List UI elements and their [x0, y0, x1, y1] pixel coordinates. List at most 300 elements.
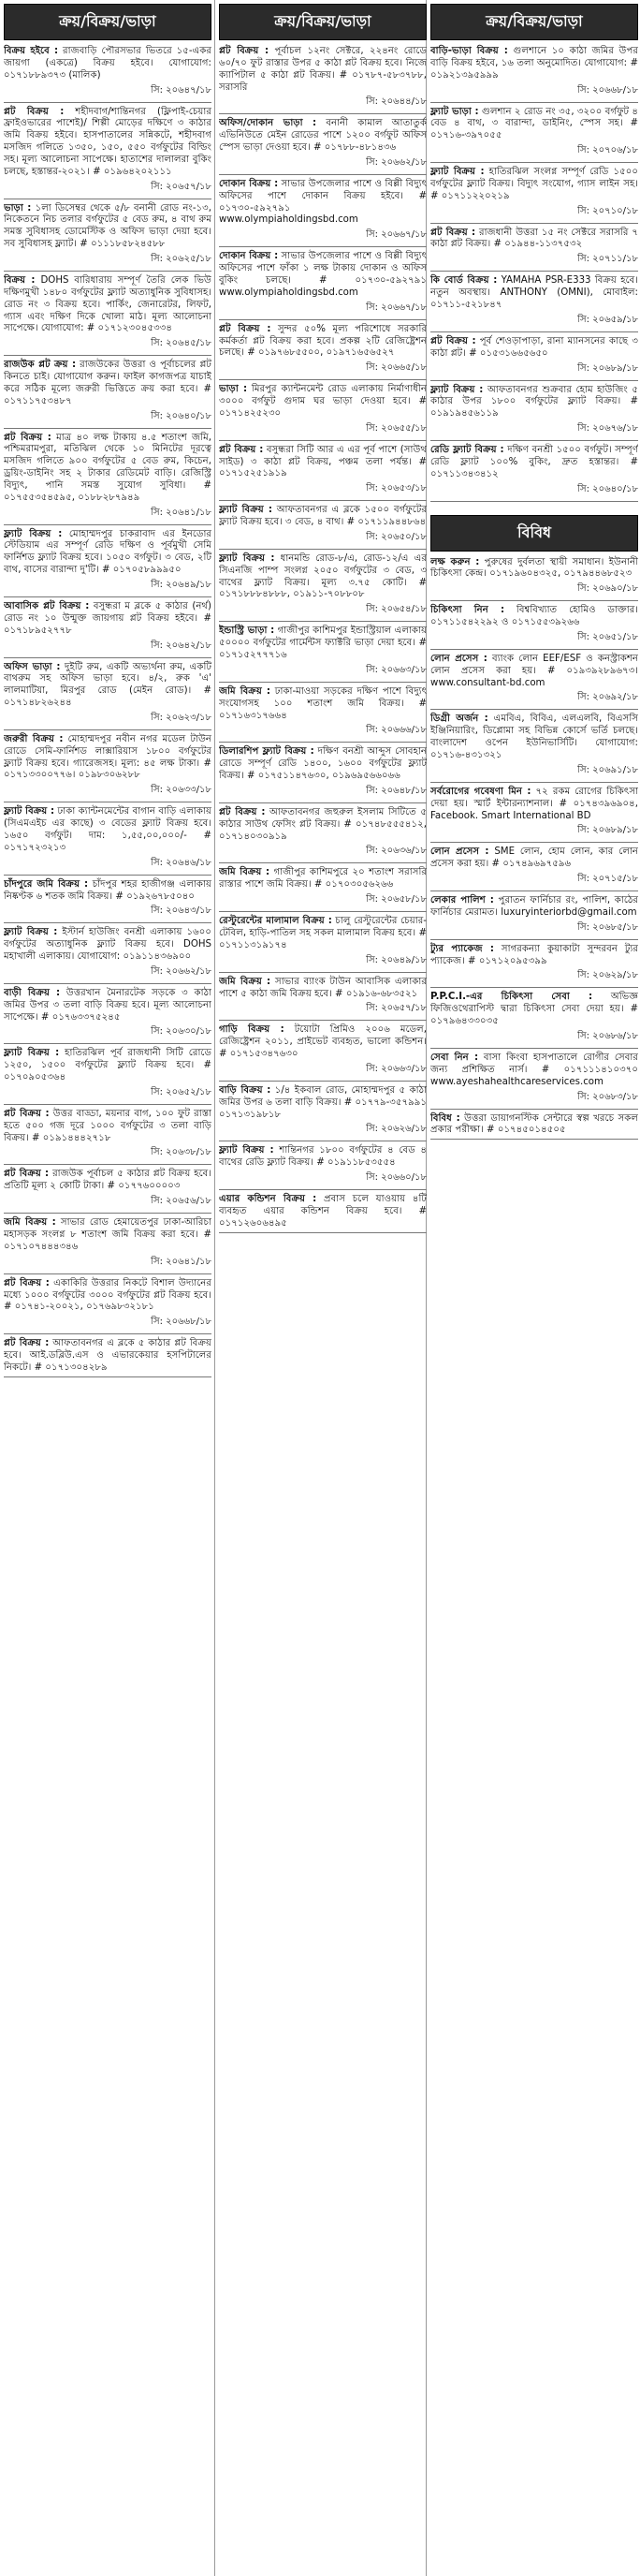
ad-reference-code: সি: ২০৬৮৩/১৮	[577, 1091, 638, 1102]
classified-ad	[219, 686, 427, 723]
ad-body: মোহাম্মদপুর নবীন নগর মডেল টাউন রোডে সেমি-ফার্নিশড লাক্সারিয়াস ১৮০০ বর্গফুটের ফ্ল্যাট বিক্রয় হবে। গ্যারেজসহ। মূল্য: ৪৫ লক্ষ টাকা। # ০১৭১৩৩০০৭৭৬। ০১৯৮৩০৬২৮৮	[4, 733, 211, 781]
ad-separator	[430, 649, 638, 650]
ad-reference-code: সি: ২০৬৫৩/১৮	[366, 483, 427, 494]
ad-title: রেস্টুরেন্টের মালামাল বিক্রয় :	[219, 916, 332, 927]
ad-title: বিক্রয় হইবে :	[4, 46, 59, 56]
ad-reference-code: সি: ২০৬৭৬/১৮	[577, 423, 638, 434]
classified-ad	[219, 867, 427, 891]
ad-separator	[4, 875, 211, 876]
ad-reference-code: সি: ২০৬৬৬/১৮	[366, 725, 427, 736]
ad-body: পূর্ব শেওড়াপাড়া, রানা ম্যানসনের কাছে ৩ কাঠা প্লট। # ০১৫৩১৬৬৫৬৫০	[430, 335, 638, 359]
ad-body: উত্তরা ডায়াগনস্টিক সেন্টারে স্বল্প খরচে সকল প্রকার পরীক্ষা। # ০১৭৪৫০১৪৫০৫	[430, 1112, 638, 1136]
ad-separator	[430, 331, 638, 332]
classified-ad	[219, 445, 427, 481]
ad-title: রাজউক প্লট ক্রয় :	[4, 360, 77, 371]
ad-body: উত্তরখান মৈনারটেক সড়কে ৩ কাঠা জমির উপর ৩ তলা বাড়ি বিক্রয় হবে। মূল্য আলোচনা সাপেক্ষে। # ০১৭৬৩৩৭৫২৪৫	[4, 987, 211, 1023]
ad-title: প্লট বিক্রয় :	[219, 806, 266, 817]
ad-body: ৭২ রকম রোগের চিকিৎসা দেয়া হয়। স্মার্ট ইন্টারন্যাশনাল। # ০১৭৪৩৯৬৯০৪, Facebook. Smart International BD	[430, 786, 638, 821]
classified-ad	[219, 505, 427, 529]
ad-body: রাজউকের উত্তরা ও পূর্বাচলের প্লট কিনতে চাই। যোগাযোগ করুন। ফাইল কাগজপত্র যাচাই করে সঠিক মূল্যে জরুরী ভিত্তিতে ক্রয় করা হবে। # ০১৭১১৭৫৩৪৮৭	[4, 360, 211, 406]
ad-separator	[430, 1109, 638, 1110]
ad-body: উত্তর বাড্ডা, ময়নার বাগ, ১০০ ফুট রাস্তা হতে ৫০০ গজ দূরে ১০০০ বর্গফুটের ৩ তলা বাড়ি বিক্রয়। # ০১৯১৪৪৪২৭১৮	[4, 1108, 211, 1143]
ad-title: ফ্ল্যাট বিক্রয় :	[4, 806, 55, 817]
ad-reference-code: সি: ২০৬৬৮/১৮	[577, 84, 638, 96]
ad-reference-code: সি: ২০৬৩০/১৮	[151, 1026, 211, 1038]
ad-reference-code: সি: ২০৬৪৬/১৮	[151, 857, 211, 868]
classified-ad	[430, 992, 638, 1028]
ad-reference-code: সি: ২০৬৮৯/১৮	[577, 825, 638, 836]
ad-separator	[4, 596, 211, 597]
ad-title: বাড়ী বিক্রয় :	[4, 987, 61, 998]
ad-body: ঢাকা-মাওয়া সড়কের দক্ষিণ পাশে বিদ্যুৎ সংযোগসহ ১০০ শতাংশ জমি বিক্রয়। # ০১৭১৬৩১৭৬৬৪	[219, 685, 427, 721]
classified-ad	[4, 988, 211, 1024]
classified-ad	[4, 734, 211, 782]
ad-separator	[430, 600, 638, 601]
classified-ad	[219, 251, 427, 299]
ad-title: আবাসিক প্লট বিক্রয় :	[4, 601, 90, 611]
ad-body: গাজীপুর কাশিমপুরে ২০ শতাংশ সরাসরি রাস্তার পাশে জমি বিক্রয়। # ০১৭০৩০৫৬২৬৬	[219, 867, 427, 891]
ad-reference-code: সি: ২০৬৪৪/১৮	[366, 96, 427, 108]
ad-reference-code: সি: ২০৬৬৭/১৮	[366, 302, 427, 313]
ad-reference-code: সি: ২০৬৪২/১৮	[151, 640, 211, 651]
ad-body: ব্যাংক লোন EEF/ESF ও কনস্ট্রাকশন লোন প্রসেস করা হয়। # ০১৯৩৯২৮৯৬৭৩। www.consultant-bd.com	[430, 653, 638, 688]
ad-title: বাড়ি-ভাড়া বিক্রয় :	[430, 46, 508, 56]
ad-reference-code: সি: ২০৬৪১/১৮	[151, 1256, 211, 1267]
classified-ad	[219, 977, 427, 1001]
ad-title: ফ্ল্যাট বিক্রয় :	[4, 1048, 60, 1059]
ad-reference-code: সি: ২০৬৩৮/১৮	[151, 1147, 211, 1158]
classified-ad	[430, 557, 638, 581]
ad-title: রেডি ফ্ল্যাট বিক্রয় :	[430, 445, 504, 456]
ad-body: মিরপুর ক্যান্টনমেন্ট রোড এলাকায় নির্মাণাধীন ৩০০০ বর্গফুট গুদাম ঘর ভাড়া দেওয়া হবে। # ০১৭১৪২৫২৩০	[219, 384, 427, 419]
ad-reference-code: সি: ২০৬৪৮/১৮	[366, 785, 427, 796]
ads-list	[219, 46, 427, 1233]
ad-title: প্লট বিক্রয় :	[219, 46, 269, 56]
ad-body: সাগরকন্যা কুয়াকাটা সুন্দরবন ট্যুর প্যাকেজ। # ০১৭১২০৯৫৩৯৯	[430, 943, 638, 966]
classified-ad	[430, 1113, 638, 1138]
ad-separator	[430, 987, 638, 988]
ad-title: ফ্ল্যাট বিক্রয় :	[4, 528, 63, 539]
ad-separator	[4, 1164, 211, 1165]
classified-ad	[430, 107, 638, 143]
ad-title: ফ্ল্যাট বিক্রয় :	[219, 505, 272, 516]
ad-reference-code: সি: ২০৬২৯/১৮	[577, 970, 638, 981]
ad-reference-code: সি: ২০৬৬২/১৮	[366, 156, 427, 168]
ad-body: গুলশান ২ রোড নং ৩৫, ৩২০০ বর্গফুট ৪ বেড ৪ বাথ, ৩ বারান্দা, ডাইনিং, স্পেস সহ। # ০১৭১৬-৩৯৭০৫৫	[430, 106, 638, 141]
ad-body: গুলশানে ১০ কাঠা জমির উপর বাড়ি বিক্রয় হইবে, ১৬ তলা অনুমোদিত। যোগাযোগ: # ০১৯২১৩৯৫৯৯৯	[430, 46, 638, 81]
ad-body: বসুন্ধরা ম ব্লকে ৫ কাঠার (নর্থ) রোড নং ১০ উন্মুক্ত জায়গায় প্লট বিক্রয় হইবে। # ০১৭১৮৯৫২৭৭৮	[4, 601, 211, 636]
ad-body: SME লোন, হোম লোন, কার লোন প্রসেস করা হয়। # ০১৭৪৯৬৯৭৫৯৬	[430, 846, 638, 870]
ad-reference-code: সি: ২০৬৪০/১৮	[577, 483, 638, 494]
ad-body: ১/৪ ইকবাল রোড, মোহাম্মদপুর ৫ কাঠা জমির উপর ৬ তলা বাড়ি বিক্রয়। # ০১৭৭৯-৩৫৭৯৯১ ০১৭১৩১৯৮১৮	[219, 1084, 427, 1120]
classified-ad	[4, 360, 211, 407]
classified-ad	[430, 445, 638, 481]
ad-title: P.P.C.I.-এর চিকিৎসা সেবা :	[430, 992, 593, 1003]
ad-reference-code: সি: ২০৬৫৪/১৮	[366, 604, 427, 615]
classified-ad	[4, 1169, 211, 1193]
ad-separator	[4, 729, 211, 730]
classified-ad	[430, 167, 638, 203]
ad-title: লোন প্রসেস :	[430, 846, 489, 858]
ad-separator	[219, 1020, 427, 1021]
classified-ad	[219, 553, 427, 601]
ad-title: প্লট বিক্রয় :	[430, 335, 476, 346]
classified-ad	[430, 228, 638, 252]
classified-ad	[219, 807, 427, 844]
ad-body: আফতাবনগর জহুরুল ইসলাম সিটিতে ৫ কাঠার সাউথ ফেসিং প্লট বিক্রয়। # ০১৭৪৮৫৫৫৪১২, ০১৭১৪০৩০৯১৯	[219, 806, 427, 842]
classified-ad	[219, 1145, 427, 1170]
ad-reference-code: সি: ২০৬৪৭/১৮	[151, 84, 211, 96]
ad-title: প্লট বিক্রয় :	[4, 1169, 50, 1180]
ad-separator	[430, 102, 638, 103]
classified-ad	[219, 179, 427, 227]
ads-list	[430, 46, 638, 502]
classified-ad	[430, 336, 638, 361]
classified-ad	[4, 529, 211, 577]
ad-reference-code: সি: ২০৬৫৭/১৮	[151, 181, 211, 192]
ad-body: ধানমন্ডি রোড-৮/এ, রোড-১২/এ এর সিএনজি পাম্প সংলগ্ন ২০৫০ বর্গফুটের ৩ বেড, ৩ বাথের ফ্ল্যাট বিক্রয়। মূল্য ৩.৭৫ কোটি। # ০১৭১৮৮৮৪৮৮৮, ০১৯১১-৭০৮৮০৮	[219, 552, 427, 600]
ad-separator	[219, 742, 427, 743]
ad-reference-code: সি: ২০৬৯০/১৮	[577, 583, 638, 595]
ad-reference-code: সি: ২০৬২৬/১৮	[366, 1124, 427, 1135]
ad-body: সাভার উপজেলার পাশে ও বিল্লী বিদ্যুৎ অফিসের পাশে ফাঁকা ১ লক্ষ টাকায় দোকান ও অফিস বুকিং চলছে। # ০১৭৩০-৫৯২৭৯১ www.olympiaholdingsbd.com	[219, 251, 427, 298]
ad-body: সাভার ব্যাংক টাউন আবাসিক এলাকার পাশে ৫ কাঠা জমি বিক্রয় হবে। # ০১৯১৬-৬৮৩৫২১	[219, 976, 427, 999]
classified-ad	[430, 1052, 638, 1089]
classified-ad	[430, 46, 638, 82]
ad-title: বাড়ি বিক্রয় :	[219, 1084, 271, 1096]
ad-title: ইন্ডাস্ট্রি ভাড়া :	[219, 626, 275, 637]
ad-title: লেকার পালিশ :	[430, 895, 494, 906]
classified-ad	[4, 1338, 211, 1375]
ad-separator	[219, 802, 427, 803]
ad-reference-code: সি: ২০৬৫৭/১৮	[366, 1003, 427, 1014]
ad-body: বনানী কামাল আতাতুর্ক এভিনিউতে মেইন রোডের পাশে ১২০০ বর্গফুট অফিস স্পেস ভাড়া দেওয়া হবে। # ০১৭৮৮-৪৮১৪৩৬	[219, 118, 427, 154]
ad-title: লোন প্রসেস :	[430, 653, 487, 664]
ad-body: সাভার উপজেলার পাশে ও বিল্লী বিদ্যুৎ অফিসের পাশে দোকান বিক্রয় হইবে। # ০১৭৩০-৫৯২৭৯১ www.olympiaholdingsbd.com	[219, 178, 427, 226]
ad-title: জমি বিক্রয় :	[219, 976, 271, 987]
ad-body: শান্তিনগর ১৮০০ বর্গফুটের ৪ বেড ৪ বাথের রেডি ফ্ল্যাট বিক্রয়। # ০১৯১১৮৫৩৫৫৪	[219, 1145, 427, 1169]
ad-separator	[430, 842, 638, 843]
ad-title: অফিস ভাড়া :	[4, 661, 61, 672]
ad-body: সাভার রোড হেমায়েতপুর ঢাকা-আরিচা মহাসড়ক সংলগ্ন ৮ শতাংশ জমি বিক্রয় করা হবে। # ০১৭১০৭৪৪৪৩৪৬	[4, 1217, 211, 1252]
ad-body: দক্ষিণ বনশ্রী ১৫০০ বর্গফুট। সম্পূর্ণ রেডি ফ্ল্যাট ১০০% বুকিং, দ্রুত হস্তান্তর। # ০১৭১১৩৪৩৪১২	[430, 445, 638, 479]
ad-separator	[4, 355, 211, 356]
ad-reference-code: সি: ২০৬৪১/১৮	[151, 507, 211, 518]
ad-body: বাসা কিংবা হাসপাতালে রোগীর সেবার জন্য প্রশিক্ষিত নার্স। # ০১৭১১১৪১০৩৭০ www.ayeshahealthcareservices.com	[430, 1052, 638, 1087]
ad-separator	[219, 621, 427, 622]
classified-ad	[4, 433, 211, 505]
ad-body: রাজবাড়ি পৌরসভার ভিতরে ১৫-একর জায়গা (একত্রে) বিক্রয় হইবে। যোগাযোগ: ০১৭১৮৮৯৩৭৩ (মালিক)	[4, 46, 211, 81]
ad-title: ফ্ল্যাট বিক্রয় :	[4, 927, 58, 938]
ad-separator	[219, 549, 427, 550]
ad-separator	[219, 113, 427, 114]
ad-separator	[219, 862, 427, 863]
ad-body: এমবিএ, বিবিএ, এলএলবি, বিএসসি ইঞ্জিনিয়ারিং, ডিপ্লোমা সহ বিভিন্ন কোর্সে ভর্তি চলছে। বাংলাদেশ ওপেন ইউনিভার্সিটি। যোগাযোগ: ০১৭১৬-৪৩১৩২১	[430, 714, 638, 760]
classified-ad	[4, 1217, 211, 1254]
ad-title: প্লট বিক্রয় :	[219, 444, 264, 455]
ad-body: ১লা ডিসেম্বর থেকে ৫/৮ বনানী রোড নং-১৩, নিকেতনে নিচ তলার বর্গফুটের ৫ বেড রুম, ৪ বাথ রুম সমস্ত সুবিধাসহ ডোমেস্টিক ও অফিস ভাড়া দেয়া হবে। সব সুবিধাসহ ফ্ল্যাট। # ০১১১৮৫৮২৪৫৮৮	[4, 202, 211, 250]
ad-reference-code: সি: ২০৬৫৮/১৮	[366, 894, 427, 905]
ad-separator	[4, 1376, 211, 1377]
classified-ad	[430, 787, 638, 823]
ad-body: শহীদবাগ/শান্তিনগর (ফ্লিপাই-চেয়ার ফ্রাইওভারের পাশেই)/ শিল্পী মোড়ের দক্ষিণে ৩ কাঠার জমি বিক্রয় হইবে। হাসপাতালের সন্নিকটে, শহীদবাগ মসজিদ গলিতে ১৩৫০, ১৫০, ৫৫০ বর্গফুটের বিল্ডিং সহ। মূল্য আলোচনা সাপেক্ষে। হাতাশের দালালরা বুকিং চলছে, হস্তান্তর-২০২১। # ০১৯৬৪২০২১১১	[4, 106, 211, 177]
classified-ad	[219, 1085, 427, 1122]
classified-ad	[219, 384, 427, 420]
ad-reference-code: সি: ২০৬৫৯/১৮	[577, 314, 638, 325]
ad-reference-code: সি: ২০৬৫০/১৮	[366, 531, 427, 542]
classified-ad	[4, 662, 211, 710]
ad-separator	[430, 709, 638, 710]
ad-separator	[219, 440, 427, 441]
classified-ad	[4, 601, 211, 638]
ad-reference-code: সি: ২০৬২৩/১৮	[151, 712, 211, 723]
ad-body: রাজউক পূর্বাচল ৫ কাঠার প্লট বিক্রয় হবে। প্রতিটি মূল্য ২ কোটি টাকা। # ০১৭৭৬০০০০৩	[4, 1169, 211, 1192]
ad-separator	[4, 428, 211, 429]
ad-body: আফতাবনগর শুক্রবার হোম হাউজিং ৫ কাঠার উপর ১৮০০ বর্গফুটের ফ্ল্যাট বিক্রয়। # ০১৯১৯৪৫৬১১৯	[430, 384, 638, 420]
ad-separator	[219, 500, 427, 501]
classified-ad	[430, 385, 638, 421]
ad-title: লক্ষ করুন :	[430, 556, 480, 567]
ad-separator	[430, 223, 638, 224]
classified-ad	[219, 118, 427, 155]
ad-reference-code: সি: ২০৭১৫/১৮	[577, 874, 638, 885]
ad-title: জমি বিক্রয় :	[219, 867, 270, 878]
ad-separator	[219, 682, 427, 683]
ad-separator	[430, 782, 638, 783]
classified-ad	[430, 895, 638, 920]
ad-separator	[4, 271, 211, 272]
ad-body: দুইটি রুম, একটি অভ্যর্থনা রুম, একটি বাথরুম সহ অফিস ভাড়া হবে। ৪/২, রুক 'এ' লালমাটিয়া, মিরপুর রোড (মেইন রোড)। # ০১৭১৪৮২৬২৪৪	[4, 661, 211, 709]
ad-separator	[219, 1081, 427, 1082]
ad-title: ফ্ল্যাট ভাড়া :	[430, 106, 479, 117]
classified-ad	[430, 654, 638, 690]
ad-reference-code: সি: ২০৬৪৩/১৮	[151, 905, 211, 917]
ad-body: YAMAHA PSR-E333 বিক্রয় হবে। নতুন অবস্থায়। ANTHONY (OMNI), মোবাইল: ০১৭১১-৫২১৮৪৭	[430, 275, 638, 310]
ad-reference-code: সি: ২০৬৪৫/১৮	[151, 338, 211, 349]
ad-body: মাত্র ৪০ লক্ষ টাকায় ৪.৫ শতাংশ জমি, পশ্চিমরামপুরা, মতিঝিল থেকে ১০ মিনিটের দূরত্বে মসজিদ গলিতে ৯০০ বর্গফুটের ৫ বেড রুম, কিচেন, ড্রয়িং-ডাইনিং সহ ২ টাকার রেডিমেট বাড়ি। রেজিস্ট্রি বিদ্যুৎ, পানি সমস্ত সুযোগ সুবিধা। # ০১৭৫৫৩৫৪৫৯৫, ০১৮৮২৮৭৯৪৯	[4, 432, 211, 503]
classified-ad	[219, 626, 427, 662]
misc-ads-list	[430, 557, 638, 1141]
ad-reference-code: সি: ২০৬৯২/১৮	[577, 692, 638, 703]
ad-title: দোকান বিক্রয় :	[219, 178, 279, 189]
ad-reference-code: সি: ২০৬৪৯/১৮	[366, 954, 427, 965]
ad-reference-code: সি: ২০৬৮৫/১৮	[577, 921, 638, 933]
ad-reference-code: সি: ২০৬৫২/১৮	[151, 1086, 211, 1097]
ad-title: চাঁদপুরে জমি বিক্রয় :	[4, 878, 89, 890]
ad-separator	[430, 1139, 638, 1140]
ad-title: সেবা নিন :	[430, 1052, 479, 1063]
ad-separator	[219, 1189, 427, 1190]
ad-title: প্লট বিক্রয় :	[4, 106, 65, 117]
ad-separator	[430, 162, 638, 163]
ad-title: ফ্ল্যাট বিক্রয় :	[430, 384, 484, 395]
ad-title: ভাড়া :	[4, 202, 32, 213]
ad-title: ফ্ল্যাট বিক্রয় :	[219, 552, 275, 564]
ad-reference-code: সি: ২০৬৫৫/১৮	[366, 422, 427, 434]
ad-reference-code: সি: ২০৬৬০/১৮	[366, 1172, 427, 1184]
ad-body: পুরুষের দুর্বলতা স্থায়ী সমাধান। ইউনানী চিকিৎসা কেন্দ্র। ০১৭১৯৬০৪৩২৫, ০১৭৯৪৪৬৮৫২৩	[430, 556, 638, 580]
ad-reference-code: সি: ২০৬৫৬/১৮	[151, 1196, 211, 1207]
ad-separator	[219, 319, 427, 320]
ad-separator	[219, 246, 427, 247]
ad-title: প্লট বিক্রয় :	[219, 323, 271, 334]
ad-body: চাঁদপুর শহর হাজীগঞ্জ এলাকায় নিষ্কণ্টক ৬ শতক জমি বিক্রয়। # ০১৯২৬৭৮৫০৪০	[4, 878, 211, 902]
ad-body: ঢাকা ক্যান্টনমেন্টের বাগান বাড়ি এলাকায় (সিএমএইচ এর কাছে) ৩ বেডের ফ্ল্যাট বিক্রয় হবে। ১৬৫০ বর্গফুট। দাম: ১,৫৫,০০,০০০/- # ০১৭১৭২৩২১৩	[4, 806, 211, 853]
ad-title: বিক্রয় :	[4, 274, 36, 286]
section-header: ক্রয়/বিক্রয়/ভাড়া	[219, 4, 427, 40]
column-1	[4, 0, 211, 2576]
classified-ad	[4, 107, 211, 179]
classified-ad	[4, 879, 211, 904]
ad-reference-code: সি: ২০৬৯১/১৮	[577, 764, 638, 775]
ad-title: প্লট বিক্রয় :	[430, 227, 476, 238]
ad-body: দক্ষিণ বনশ্রী আব্দুস সোবহান রোডে সম্পূর্ণ রেডি ১৪০০, ১৬০০ বর্গফুটের ফ্ল্যাট বিক্রয়। # ০১৭৫১১৪৭৬৩০, ০১৯৬৯৫৬৬০৬৬	[219, 746, 427, 782]
ad-body: হাতিরঝিল সংলগ্ন সম্পূর্ণ রেডি ১৫০০ বর্গফুটের ফ্ল্যাট বিক্রয়। বিদ্যুৎ সংযোগ, গ্যাস লাইন সহ। # ০১৭১১২২০২১৯	[430, 167, 638, 201]
ad-separator	[430, 501, 638, 502]
ad-title: ভাড়া :	[219, 384, 248, 395]
ad-title: চিকিৎসা নিন :	[430, 605, 505, 616]
ad-title: অফিস/দোকান ভাড়া :	[219, 118, 317, 129]
ad-title: গাড়ি বিক্রয় :	[219, 1024, 284, 1036]
ad-separator	[219, 972, 427, 973]
ad-reference-code: সি: ২০৭১০/১৮	[577, 205, 638, 216]
ad-separator	[4, 524, 211, 525]
ad-separator	[4, 1273, 211, 1274]
classified-ad	[4, 203, 211, 251]
section-header: ক্রয়/বিক্রয়/ভাড়া	[430, 4, 638, 40]
ad-body: বসুন্ধরা সিটি আর এ এর পূর্ব পাশে (সাউথ সাইড) ৩ কাঠা প্লট বিক্রয়, পঞ্চম তলা পর্যন্ত। # ০১৭১৫২৫১৯১৯	[219, 444, 427, 479]
ad-title: প্লট বিক্রয় :	[4, 1108, 50, 1119]
ad-reference-code: সি: ২০৬৫১/১৮	[577, 631, 638, 642]
ad-reference-code: সি: ২০৬৬৭/১৮	[366, 229, 427, 241]
ad-reference-code: সি: ২০৭০৬/১৮	[577, 145, 638, 156]
ad-body: সুন্দর ৫০% মূল্য পরিশোধে সরকারি কর্মকর্তা প্লট বিক্রয় করা হবে। প্রকল্প ২টি রেজিষ্ট্রেশন চলছে। # ০১৯৭৬৮৫৫০০, ০১৯৭১৬৫৬৫২৭	[219, 323, 427, 359]
ad-reference-code: সি: ২০৬২৫/১৮	[151, 253, 211, 264]
ad-body: প্রবাস চলে যাওয়ায় ৪টি ব্যবহৃত এয়ার কন্ডিশন বিক্রয় হবে। # ০১৭১২৬০৬৪৯৫	[219, 1194, 427, 1229]
ad-reference-code: সি: ২০৬৬২/১৮	[151, 965, 211, 977]
classified-ad	[430, 714, 638, 761]
classified-ad	[4, 275, 211, 335]
ad-reference-code: সি: ২০৬৩৬/১৮	[366, 846, 427, 857]
ad-separator	[430, 380, 638, 381]
ad-reference-code: সি: ২০৬৪০/১৮	[151, 410, 211, 421]
classified-ad	[4, 927, 211, 964]
ad-title: এয়ার কন্ডিশন বিক্রয় :	[219, 1194, 317, 1205]
ad-body: DOHS বারিধারায় সম্পূর্ণ তৈরি লেক ভিউ দক্ষিণমুখী ১৪৮০ বর্গফুটের ফ্ল্যাট অত্যাধুনিক সুবিধাসহ। রোড নং ৩ বিক্রয় হবে। পার্কিং, জেনারেটর, লিফট, গ্যাস এবং দক্ষিণ দিকে খোলা মাঠ। মূল্য আলোচনা সাপেক্ষে। যোগাযোগ: # ০১৭১২৩০৪৫৩৩৪	[4, 274, 211, 334]
classified-ad	[219, 46, 427, 94]
ad-separator	[219, 379, 427, 380]
ad-title: ট্যুর প্যাকেজ :	[430, 943, 494, 954]
section-header-misc: বিবিধ	[430, 515, 638, 552]
ad-separator	[4, 922, 211, 923]
ad-reference-code: সি: ২০৭১১/১৮	[577, 254, 638, 265]
ad-title: ফ্ল্যাট বিক্রয় :	[430, 167, 485, 178]
ad-reference-code: সি: ২০৬৪৯/১৮	[151, 580, 211, 590]
ad-body: আফতাবনগর এ ব্লকে ১৫০০ বর্গফুটের ফ্ল্যাট বিক্রয় হবে। ৩ বেড, ৪ বাথ। # ০১৭১১৯৪৪৮৬৪	[219, 505, 427, 528]
ad-body: রাজধানী উত্তরা ১৫ নং সেক্টরে সরাসরি ৭ কাঠা প্লট বিক্রয়। # ০১৯৪৪-১১৩৭৫৩২	[430, 227, 638, 250]
ad-separator	[4, 102, 211, 103]
ad-title: জমি বিক্রয় :	[4, 1217, 56, 1229]
classified-ad	[219, 1194, 427, 1230]
ad-body: বিশ্ববিখ্যাত হোমিও ডাক্তার। ০১৭১১৫৪২২৯২ ও ০১৭১৫৫৩৯২৬৬	[430, 605, 638, 628]
ad-title: কি বোর্ড বিক্রয় :	[430, 275, 498, 287]
ads-list	[4, 46, 211, 1377]
ad-separator	[4, 657, 211, 658]
ad-body: চালু রেস্টুরেন্টের চেয়ার-টেবিল, হাড়ি-পাতিল সহ সকল মালামাল বিক্রয় হবে। # ০১৭১১৩১৯১৭৪	[219, 916, 427, 950]
ad-title: জমি বিক্রয় :	[219, 685, 270, 697]
ad-separator	[219, 911, 427, 912]
ad-reference-code: সি: ২০৬৬৩/১৮	[366, 1063, 427, 1074]
ad-title: দোকান বিক্রয় :	[219, 251, 279, 262]
ad-separator	[4, 1213, 211, 1214]
classified-ad	[4, 46, 211, 82]
ad-body: পুরাতন ফার্নিচার রং, পালিশ, কাঠের ফার্নিচার মেরামত। luxuryinteriorbd@gmail.com	[430, 895, 638, 918]
classified-ad	[219, 746, 427, 783]
ad-reference-code: সি: ২০৬৬৮/১৮	[151, 1317, 211, 1328]
ad-title: জরুরী বিক্রয় :	[4, 733, 64, 744]
ad-reference-code: সি: ২০৬৬৩/১৮	[366, 664, 427, 675]
ad-separator	[4, 1104, 211, 1105]
ad-title: প্লট বিক্রয় :	[4, 432, 51, 443]
column-3	[430, 0, 638, 2576]
ad-reference-code: সি: ২০৬৮৬/১৮	[577, 1030, 638, 1041]
ad-separator	[430, 271, 638, 272]
classified-ad	[219, 916, 427, 952]
ad-body: গাজীপুর কাশিমপুর ইন্ডাস্ট্রিয়াল এলাকায় ৫০০০০ বর্গফুটের গার্মেন্টস ফ্যাক্টরি ভাড়া দেয়া হবে। # ০১৭১৫২৭৭৭১৬	[219, 626, 427, 660]
classified-ad	[4, 1278, 211, 1315]
ad-title: প্লট বিক্রয় :	[4, 1338, 50, 1349]
classified-ad	[430, 605, 638, 629]
classified-ad	[4, 1109, 211, 1145]
ad-body: টয়োটা প্রিমিও ২০০৬ মডেল, রেজিষ্ট্রেশন ২০১১, প্রাইভেট ব্যবহৃত, ভালো কন্ডিশন। # ০১৭১৫৩৪৭৬৩০	[219, 1024, 427, 1060]
ad-body: অভিজ্ঞ ফিজিওথেরাপিস্ট দ্বারা চিকিৎসা সেবা দেয়া হয়। # ০১৭৯৬৪৩৩০৩৫	[430, 992, 638, 1027]
ad-title: বিবিধ :	[430, 1112, 460, 1124]
ad-body: একাকিরি উত্তরার নিকটে বিশাল উদ্যানের মধ্যে ১০০০ বর্গফুটের ৩০০০ বর্গফুটের প্লট বিক্রয় হবে। # ০১৭৪১-২০০২১, ০১৭৬৯৮৩২১৮১	[4, 1277, 211, 1313]
ad-title: প্লট বিক্রয় :	[4, 1277, 50, 1288]
ad-separator	[430, 939, 638, 940]
column-divider	[214, 0, 215, 2576]
ad-body: ইস্টার্ন হাউজিং বনশ্রী এলাকায় ১৬০০ বর্গফুটের অত্যাধুনিক ফ্ল্যাট বিক্রয় হবে। DOHS মহাখালী এলাকায়। যোগাযোগ: ০১৯১১৪৩৬৯০০	[4, 927, 211, 963]
ad-body: আফতাবনগর এ ব্লকে ৫ কাঠার প্লট বিক্রয় হবে। আই.ডব্লিউ.এস ও এভারকেয়ার হসপিটালের নিকটে। # ০১৭১৩০৪২৮৯	[4, 1338, 211, 1373]
classified-ad	[4, 1048, 211, 1084]
ad-reference-code: সি: ২০৬৬৫/১৮	[366, 362, 427, 374]
ad-separator	[4, 983, 211, 984]
classified-ad	[219, 1024, 427, 1061]
classified-ad	[430, 275, 638, 312]
ad-body: পূর্বাচল ১২নং সেক্টরে, ২২৪নং রোডে ৬০/৭০ ফুট রাস্তার উপর ৫ কাঠা প্লট বিক্রয় হবে। নিজে ক্যাপিটাল ৫ কাঠা প্লট বিক্রয়। # ০১৭৮৭-৫৮৩৭৮৮, সরাসরি	[219, 46, 427, 93]
classified-ad	[430, 944, 638, 968]
classified-ad	[219, 324, 427, 361]
section-header: ক্রয়/বিক্রয়/ভাড়া	[4, 4, 211, 40]
ad-separator	[430, 1048, 638, 1049]
ad-title: ফ্ল্যাট বিক্রয় :	[219, 1145, 274, 1156]
classified-ad	[4, 806, 211, 854]
ad-body: হাতিরঝিল পূর্ব রাজধানী সিটি রোডে ১২৫০, ১৫০০ বর্গফুটের ফ্ল্যাট বিক্রয় হবে। # ০১৭০৯০৫৩৬৪	[4, 1048, 211, 1083]
ad-title: ডিলারশিপ ফ্ল্যাট বিক্রয় :	[219, 746, 314, 758]
column-2	[219, 0, 427, 2576]
ad-separator	[4, 1043, 211, 1044]
ad-separator	[430, 440, 638, 441]
ad-separator	[4, 1333, 211, 1334]
ad-separator	[219, 174, 427, 175]
ad-reference-code: সি: ২০৬৩৩/১৮	[151, 785, 211, 796]
ad-separator	[219, 1232, 427, 1233]
ad-reference-code: সি: ২০৬৮৯/১৮	[577, 362, 638, 374]
ad-body: মোহাম্মদপুর চাকরাবাদ এর ইনডোর স্টেডিয়াম এর সম্পূর্ণ রেডি দক্ষিণ ও পূর্বমুখী সেমি ফার্নিশড ফ্ল্যাট বিক্রয় হবে। ১০৫০ বর্গফুট। ৩ বেড, ২টি বাথ, বাসের বারান্দা দু'টি। # ০১৭০৫৮৯৯৯৫০	[4, 528, 211, 576]
ad-title: সর্বরোগের গবেষণা মিন :	[430, 786, 531, 797]
ad-title: ডিগ্রী অর্জন :	[430, 714, 488, 725]
classified-ad	[430, 846, 638, 871]
